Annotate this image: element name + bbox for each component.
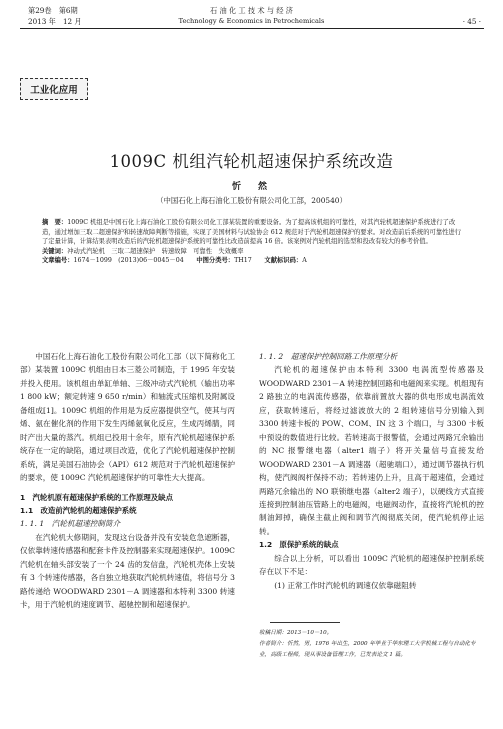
header-rule — [20, 28, 484, 29]
keywords-line — [42, 247, 462, 257]
body-paragraph: 汽轮机的超速保护由本特利 3300 电涡流型传感器及 WOODWARD 2301－A 转速控制回路和电磁阀来实现。机组现有 2 路独立的电涡流传感器，依靠前置放大器的供电形成电涡流效应，获取转速后，将经过滤波放大的 2 组转速信号分别输入到 3300 转速卡板的 POW、COM、IN 这 3 个端口，与 3300 卡板中预设的数值进行比较。若转速高于报警值，会通过两路冗余输出的 NC 报警继电器（alter1 端子）将开关量信号直接发给 WOODWARD 2301－A 调速器（超驰端口），通过调节器执行机构，使汽阀阀杆保持不动；若转速仍上升，且高于超速值，会通过两路冗余输出的 NO 联锁继电器（alter2 端子），以硬线方式直接连接到控制油压管路上的电磁阀，电磁阀动作，直接将汽轮机的控制油卸掉，确保主截止阀和调节汽阀彻底关闭，使汽轮机停止运转。 — [259, 365, 484, 536]
body-paragraph: (1) 正常工作时汽轮机的调速仅依靠磁阻转 — [274, 580, 417, 590]
journal-title-cn: 石 油 化 工 技 术 与 经 济 — [210, 6, 293, 15]
section-heading-1-1-1: 1. 1. 1 汽轮机超速控制简介 — [20, 519, 121, 529]
author-affiliation: （中国石化上海石油化工股份有限公司化工部，200540） — [156, 196, 347, 205]
article-title: 1009C 机组汽轮机超速保护系统改造 — [109, 152, 394, 171]
abstract-block — [42, 218, 462, 266]
section-heading-1-1: 1.1 改造前汽轮机的超速保护系统 — [20, 505, 137, 515]
article-no-label: 文章编号： — [42, 257, 74, 264]
issue-volume: 第29卷 第6期 — [28, 6, 78, 15]
article-author: 忻 然 — [231, 182, 271, 192]
keywords-label: 关键词： — [42, 247, 68, 255]
keywords-text: 冲动式汽轮机 三取二超速保护 转速故障 可靠性 失效概率 — [67, 247, 244, 255]
section-banner — [20, 78, 88, 100]
footnote — [259, 628, 484, 661]
journal-title-en: Technology & Economics in Petrochemicals — [178, 17, 325, 25]
clc-label: 中图分类号： — [196, 257, 235, 264]
received-date: 收稿日期：2013－10－10。 — [259, 630, 333, 636]
section-banner-label: 工业化应用 — [30, 85, 78, 96]
classification-line — [42, 256, 462, 266]
footnote-rule — [270, 622, 340, 623]
left-column — [20, 350, 235, 612]
author-bio: 作者简介：忻然，男，1976 年出生，2000 年毕业于华东理工大学机械工程与自动化专业，高级工程师，现从事设备管理工作，已发表论文 1 篇。 — [259, 641, 476, 658]
issue-date: 2013 年 12 月 — [28, 17, 82, 26]
intro-paragraph: 中国石化上海石油化工股份有限公司化工部（以下简称化工部）某装置 1009C 机组由日本三菱公司制造，于 1995 年安装并投入使用。该机组由单缸单轴、三级冲动式汽轮机（输出功率 1 800 kW；额定转速 9 650 r/min）和轴流式压缩机及附属设备组成[1]。1009C 机组的作用是为反应器提供空气，使其与丙烯、氨在催化剂的作用下发生丙烯氨氧化反应，生成丙烯腈，同时产出大量的蒸汽。机组已投用十余年，原有汽轮机超速保护系统存在一定的缺陷，通过项目改造，优化了汽轮机超速保护控制系统，满足美国石油协会（API）612 规范对于汽轮机超速保护的要求，使 1009C 汽轮机超速保护的可靠性大大提高。 — [20, 352, 235, 483]
abstract-label: 摘 要： — [42, 219, 68, 226]
abstract-text: 1009C 机组是中国石化上海石油化工股份有限公司化工部某装置的重要设备。为了提高该机组的可靠性，对其汽轮机超速保护系统进行了改造，通过增加三取二超速保护和转速故障判断等措施，实现了美国材料与试验协会 612 规范对于汽轮机超速保护的要求。对改造前后系统的可靠性进行了定量计算，计算结果表明改造后的汽轮机超速保护系统的可靠性比改造前提高 16 倍。该案例对汽轮机组的选型和投改有较大的参考价值。 — [42, 219, 462, 245]
section-heading-1-2: 1.2 原保护系统的缺点 — [259, 540, 339, 550]
body-paragraph: 综合以上分析，可以看出 1009C 汽轮机的超速保护控制系统存在以下不足： — [259, 553, 484, 577]
abstract-paragraph — [42, 218, 462, 247]
doc-code: A — [302, 257, 307, 264]
section-heading-1-1-2: 1. 1. 2 超速保护控制回路工作原理分析 — [259, 352, 398, 361]
page-number: · 45 · — [462, 17, 481, 26]
clc-code: TH17 — [234, 257, 252, 264]
section-heading-1: 1 汽轮机原有超速保护系统的工作原理及缺点 — [20, 492, 173, 502]
article-no: 1674－1099 (2013)06－0045－04 — [73, 257, 184, 264]
right-column — [259, 350, 484, 592]
doc-code-label: 文献标识码： — [264, 257, 303, 264]
body-paragraph: 在汽轮机大修期间，发现这台设备并没有安装危急遮断器，仅依靠转速传感器和配套卡件及控制器来实现超速保护。1009C 汽轮机在轴头部安装了一个 24 齿的发信盘，汽轮机壳体上安装有 3 个转速传感器，各自独立地获取汽轮机转速值，将信号分 3 路传递给 WOODWARD 2301－A 调速器和本特利 3300 转速卡，用于汽轮机的速度调节、超驰控制和超速保护。 — [20, 532, 235, 610]
